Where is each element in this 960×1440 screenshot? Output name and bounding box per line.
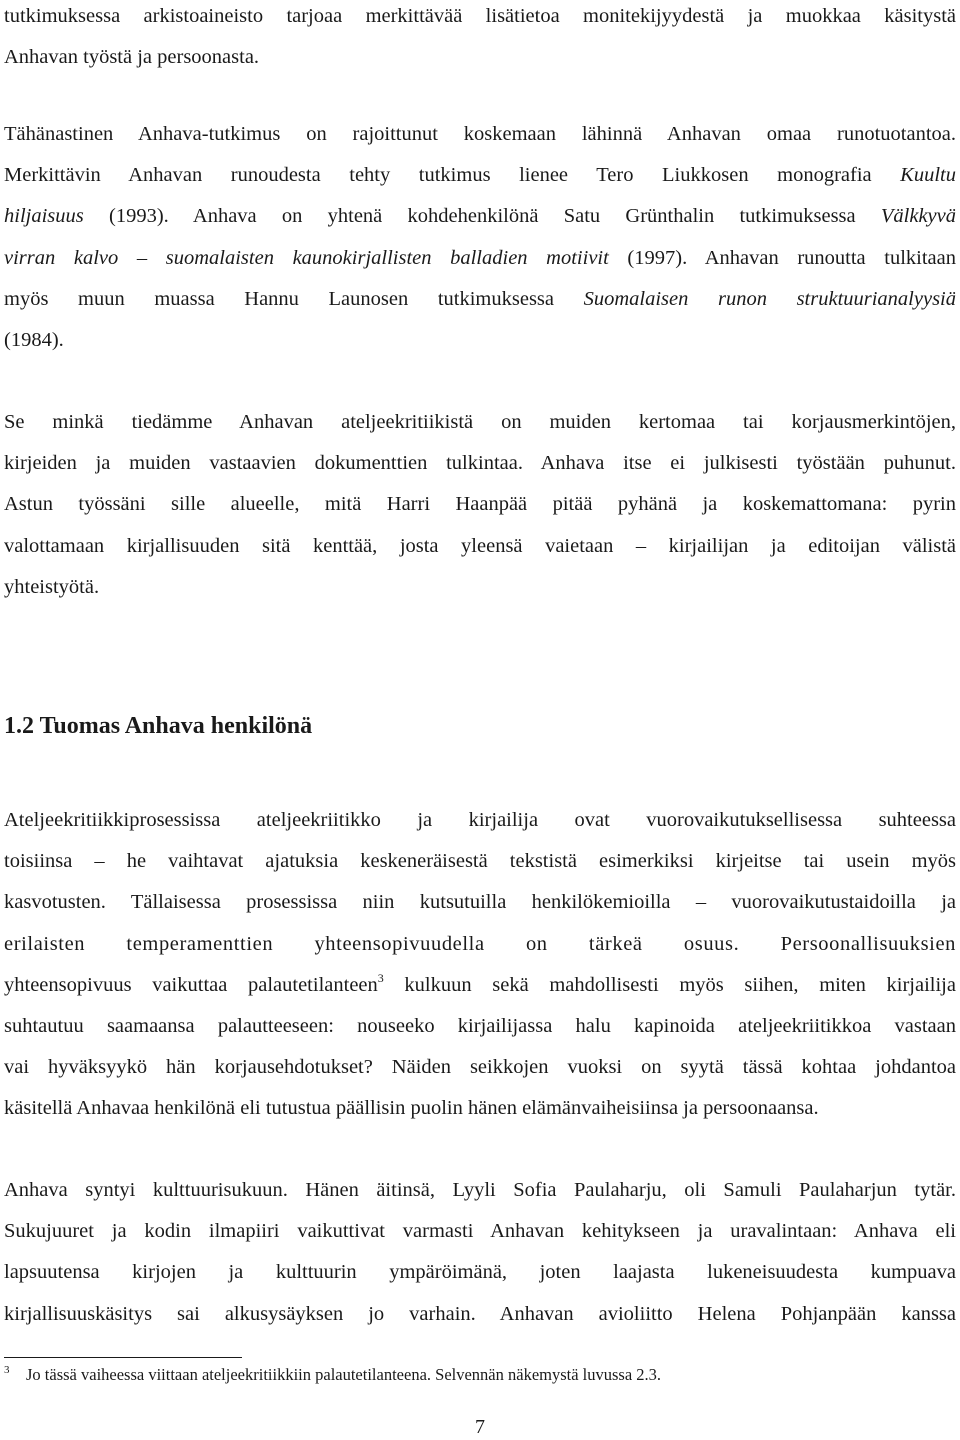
text-line: [4, 238, 956, 279]
text-line: [4, 196, 956, 237]
text-line: vai hyväksyykö hän korjausehdotukset? Näiden seikkojen vuoksi on syytä tässä kohtaa johdantoa: [4, 1056, 956, 1079]
text-line: suhtautuu saamaansa palautteeseen: nouseeko kirjailijassa halu kapinoida ateljeekriitikkoa vastaan: [4, 1014, 956, 1037]
text-line: Ateljeekritiikkiprosessissa ateljeekriitikko ja kirjailija ovat vuorovaikutuksellisessa suhteessa: [4, 809, 956, 831]
footnote-reference[interactable]: 3: [377, 970, 384, 985]
page-number: 7: [475, 1416, 485, 1438]
text-line: tutkimuksessa arkistoaineisto tarjoaa merkittävää lisätietoa monitekijyydestä ja muokkaa käsitystä: [4, 5, 956, 27]
footnote: 3 Jo tässä vaiheessa viittaan ateljeekritiikkiin palautetilanteena. Selvennän näkemystä luvussa 2.3.: [4, 1364, 662, 1384]
text-line: (1984).: [4, 328, 64, 351]
text-line: yhteistyötä.: [4, 575, 100, 598]
book-title: hiljaisuus: [4, 205, 84, 228]
book-title: Välkkyvä: [880, 205, 956, 228]
paragraph-2: [4, 114, 956, 361]
text-line: Anhava syntyi kulttuurisukuun. Hänen äitinsä, Lyyli Sofia Paulaharju, oli Samuli Paulaharjun tytär.: [4, 1179, 956, 1201]
text-line: kirjeiden ja muiden vastaavien dokumenttien tulkintaa. Anhava itse ei julkisesti työstään puhunut.: [4, 452, 956, 475]
text-line: valottamaan kirjallisuuden sitä kenttää, josta yleensä vaietaan – kirjailijan ja editoijan välistä: [4, 534, 956, 557]
text-line: kirjallisuuskäsitys sai alkusysäyksen jo varhain. Anhavan avioliitto Helena Pohjanpään kanssa: [4, 1302, 956, 1325]
footnote-divider: [4, 1357, 242, 1358]
text-line: toisiinsa – he vaihtavat ajatuksia keskeneräisestä tekstistä esimerkiksi kirjeitse tai usein myös: [4, 850, 956, 873]
section-heading: 1.2 Tuomas Anhava henkilönä: [4, 713, 313, 739]
text-segment: kulkuun sekä mahdollisesti myös siihen, miten kirjailija: [383, 973, 956, 996]
book-title: Kuultu: [900, 164, 956, 187]
text-line: erilaisten temperamenttien yhteensopivuudella on tärkeä osuus. Persoonallisuuksien: [4, 932, 956, 955]
text-line: kasvotusten. Tällaisessa prosessissa niin kutsutuilla henkilökemioilla – vuorovaikutustaidoilla ja: [4, 891, 956, 914]
text-segment: myös muun muassa Hannu Launosen tutkimuksessa: [4, 287, 584, 310]
paragraph-1: [4, 0, 956, 78]
text-line: [4, 279, 956, 320]
paragraph-4: [4, 800, 956, 1130]
paragraph-3: [4, 402, 956, 608]
paragraph-5: [4, 1170, 956, 1335]
book-title: Suomalaisen runon struktuurianalyysiä: [583, 287, 957, 310]
footnote-text: Jo tässä vaiheessa viittaan ateljeekritiikkiin palautetilanteena. Selvennän näkemystä luvussa 2.3.: [26, 1365, 662, 1384]
text-segment: yhteensopivuus vaikuttaa palautetilanteen: [4, 973, 378, 996]
text-line: Anhavan työstä ja persoonasta.: [4, 46, 260, 69]
text-line: [4, 965, 956, 1006]
text-line: Sukujuuret ja kodin ilmapiiri vaikuttivat varmasti Anhavan kehitykseen ja uravalintaan: Anhava eli: [4, 1220, 956, 1243]
text-line: Astun työssäni sille alueelle, mitä Harri Haanpää pitää pyhänä ja koskemattomana: pyrin: [4, 493, 956, 516]
book-title: virran kalvo – suomalaisten kaunokirjallisten balladien motiivit: [4, 246, 609, 269]
text-line: [4, 155, 956, 196]
text-segment: Merkittävin Anhavan runoudesta tehty tutkimus lienee Tero Liukkosen monografia: [4, 164, 901, 187]
text-line: käsitellä Anhavaa henkilönä eli tutustua päällisin puolin hänen elämänvaiheisiinsa ja persoonaansa.: [4, 1097, 819, 1120]
text-segment: (1997). Anhavan runoutta tulkitaan: [608, 246, 956, 269]
text-segment: (1993). Anhava on yhtenä kohdehenkilönä Satu Grünthalin tutkimuksessa: [83, 205, 881, 228]
text-line: Se minkä tiedämme Anhavan ateljeekritiikistä on muiden kertomaa tai korjausmerkintöjen,: [4, 411, 956, 433]
text-line: Tähänastinen Anhava-tutkimus on rajoittunut koskemaan lähinnä Anhavan omaa runotuotantoa.: [4, 123, 956, 145]
text-line: lapsuutensa kirjojen ja kulttuurin ympäröimänä, joten laajasta lukeneisuudesta kumpuava: [4, 1261, 956, 1284]
